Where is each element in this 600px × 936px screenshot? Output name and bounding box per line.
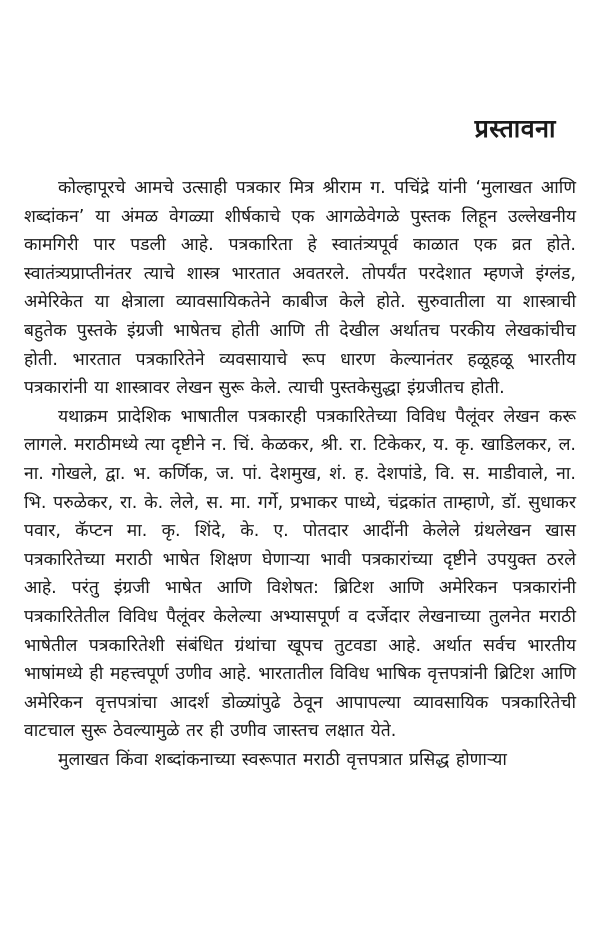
- page-title: प्रस्तावना: [474, 114, 556, 143]
- paragraph-2: यथाक्रम प्रादेशिक भाषातील पत्रकारही पत्रकारितेच्या विविध पैलूंवर लेखन करू लागले. मराठीमध्ये त्या दृष्टीने न. चिं. केळकर, श्री. रा. टिकेकर, य. कृ. खाडिलकर, ल. ना. गोखले, द्वा. भ. कर्णिक, ज. पां. देशमुख, शं. ह. देशपांडे, वि. स. माडीवाले, ना. भि. परुळेकर, रा. के. लेले, स. मा. गर्गे, प्रभाकर पाध्ये, चंद्रकांत ताम्हाणे, डॉ. सुधाकर पवार, कॅप्टन मा. कृ. शिंदे, के. ए. पोतदार आदींनी केलेले ग्रंथलेखन खास पत्रकारितेच्या मराठी भाषेत शिक्षण घेणाऱ्या भावी पत्रकारांच्या दृष्टीने उपयुक्त ठरले आहे. परंतु इंग्रजी भाषेत आणि विशेषत: ब्रिटिश आणि अमेरिकन पत्रकारांनी पत्रकारितेतील विविध पैलूंवर केलेल्या अभ्यासपूर्ण व दर्जेदार लेखनाच्या तुलनेत मराठी भाषेतील पत्रकारितेशी संबंधित ग्रंथांचा खूपच तुटवडा आहे. अर्थात सर्वच भारतीय भाषांमध्ये ही महत्त्वपूर्ण उणीव आहे. भारतातील विविध भाषिक वृत्तपत्रांनी ब्रिटिश आणि अमेरिकन वृत्तपत्रांचा आदर्श डोळ्यांपुढे ठेवून आपापल्या व्यावसायिक पत्रकारितेची वाटचाल सुरू ठेवल्यामुळे तर ही उणीव जास्तच लक्षात येते.: [24, 406, 576, 742]
- paragraph-3: मुलाखत किंवा शब्दांकनाच्या स्वरूपात मराठी वृत्तपत्रात प्रसिद्ध होणाऱ्या: [58, 749, 507, 770]
- paragraph-1: कोल्हापूरचे आमचे उत्साही पत्रकार मित्र श्रीराम ग. पचिंद्रे यांनी ‘मुलाखत आणि शब्दांकन’ या अंमळ वेगळ्या शीर्षकाचे एक आगळेवेगळे पुस्तक लिहून उल्लेखनीय कामगिरी पार पडली आहे. पत्रकारिता हे स्वातंत्र्यपूर्व काळात एक व्रत होते. स्वातंत्र्यप्राप्तीनंतर त्याचे शास्त्र भारतात अवतरले. तोपर्यंत परदेशात म्हणजे इंग्लंड, अमेरिकेत या क्षेत्राला व्यावसायिकतेने काबीज केले होते. सुरुवातीला या शास्त्राची बहुतेक पुस्तके इंग्रजी भाषेतच होती आणि ती देखील अर्थातच परकीय लेखकांचीच होती. भारतात पत्रकारितेने व्यवसायाचे रूप धारण केल्यानंतर हळूहळू भारतीय पत्रकारांनी या शास्त्रावर लेखन सुरू केले. त्याची पुस्तकेसुद्धा इंग्रजीतच होती.: [24, 178, 576, 399]
